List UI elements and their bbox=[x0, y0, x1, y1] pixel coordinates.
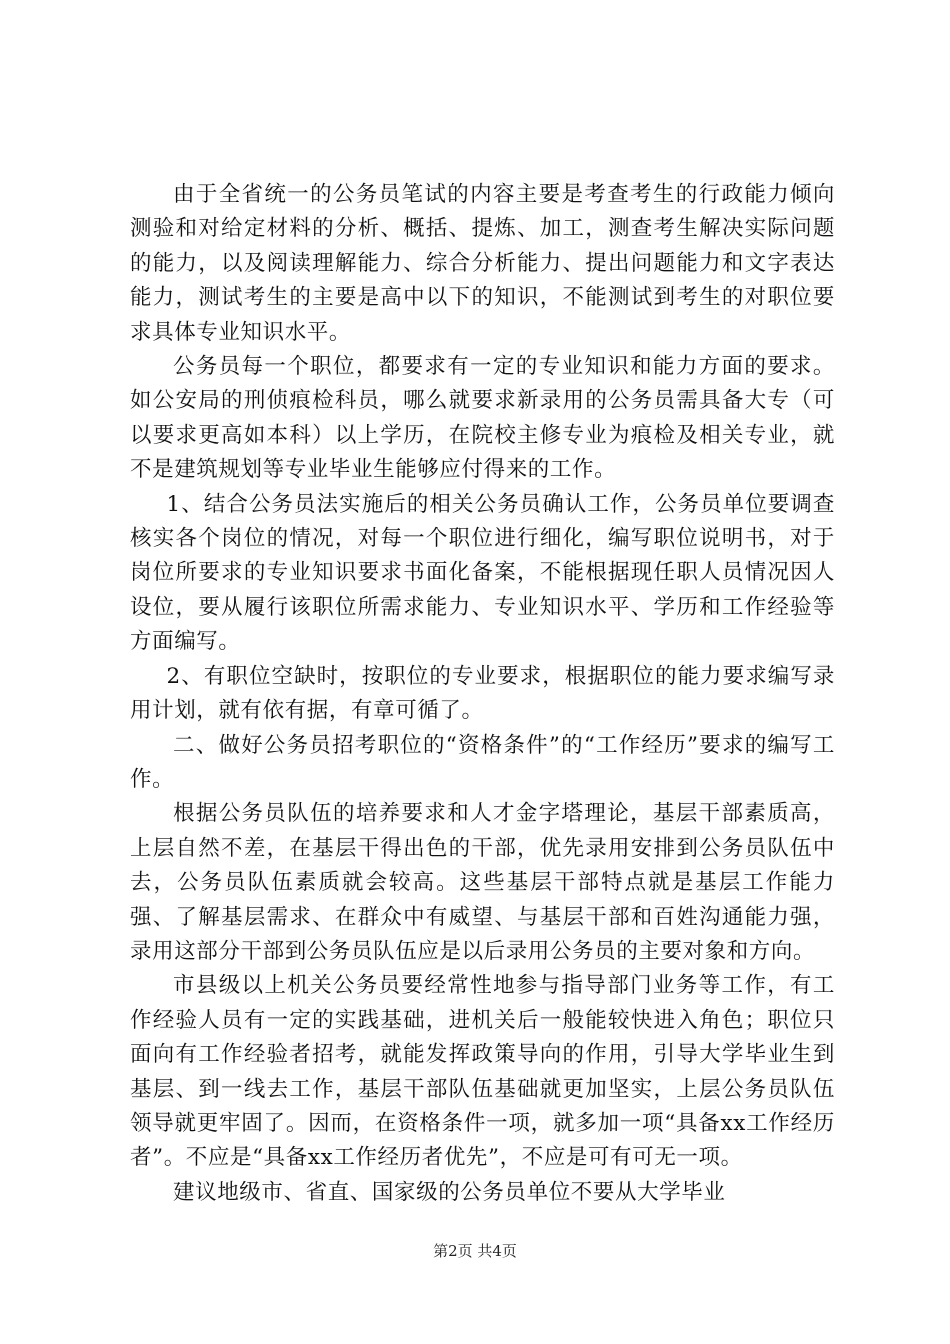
paragraph-suggestion: 建议地级市、省直、国家级的公务员单位不要从大学毕业 bbox=[173, 1179, 726, 1205]
paragraph-item-2: 2、有职位空缺时，按职位的专业要求，根据职位的能力要求编写录用计划，就有依有据，有章可循了。 bbox=[130, 663, 835, 724]
paragraph-talent-pyramid: 根据公务员队伍的培养要求和人才金字塔理论，基层干部素质高，上层自然不差，在基层干得出色的干部，优先录用安排到公务员队伍中去，公务员队伍素质就会较高。这些基层干部特点就是基层工作能力强、了解基层需求、在群众中有威望、与基层干部和百姓沟通能力强，录用这部分干部到公务员队伍应是以后录用公务员的主要对象和方向。 bbox=[130, 801, 835, 964]
page-footer: 第2页 共4页 bbox=[433, 1242, 517, 1260]
paragraph-exam-content: 由于全省统一的公务员笔试的内容主要是考查考生的行政能力倾向测验和对给定材料的分析、概括、提炼、加工，测查考生解决实际问题的能力，以及阅读理解能力、综合分析能力、提出问题能力和文字表达能力，测试考生的主要是高中以下的知识，不能测试到考生的对职位要求具体专业知识水平。 bbox=[130, 182, 835, 345]
paragraph-item-1: 1、结合公务员法实施后的相关公务员确认工作，公务员单位要调查核实各个岗位的情况，对每一个职位进行细化，编写职位说明书，对于岗位所要求的专业知识要求书面化备案，不能根据现任职人员情况因人设位，要从履行该职位所需求能力、专业知识水平、学历和工作经验等方面编写。 bbox=[130, 491, 835, 655]
paragraph-work-experience: 市县级以上机关公务员要经常性地参与指导部门业务等工作，有工作经验人员有一定的实践基础，进机关后一般能较快进入角色；职位只面向有工作经验者招考，就能发挥政策导向的作用，引导大学毕业生到基层、到一线去工作，基层干部队伍基础就更加坚实，上层公务员队伍领导就更牢固了。因而，在资格条件一项，就多加一项“具备xx工作经历者”。不应是“具备xx工作经历者优先”，不应是可有可无一项。 bbox=[130, 973, 835, 1171]
section-heading-2: 二、做好公务员招考职位的“资格条件”的“工作经历”要求的编写工作。 bbox=[130, 732, 835, 792]
paragraph-position-requirements: 公务员每一个职位，都要求有一定的专业知识和能力方面的要求。如公安局的刑侦痕检科员，哪么就要求新录用的公务员需具备大专（可以要求更高如本科）以上学历，在院校主修专业为痕检及相关专业，就不是建筑规划等专业毕业生能够应付得来的工作。 bbox=[130, 354, 835, 483]
document-body bbox=[130, 178, 835, 1210]
